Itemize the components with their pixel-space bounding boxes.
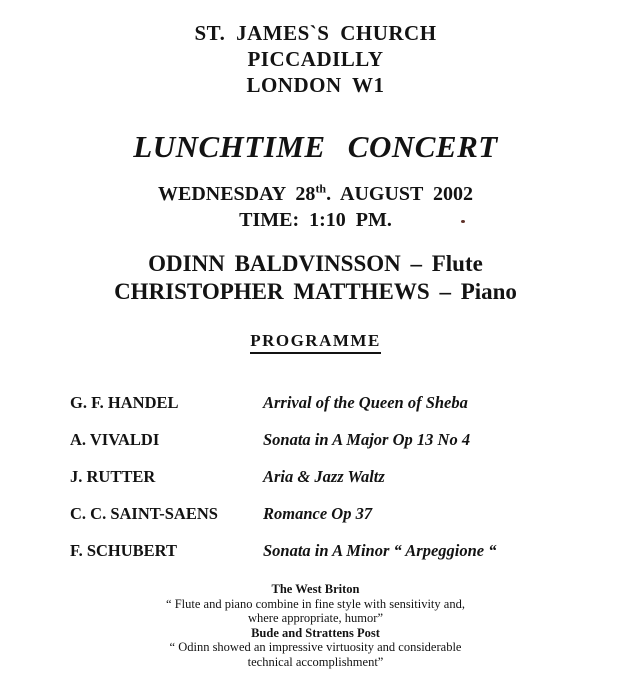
review-source: Bude and Strattens Post — [251, 625, 380, 640]
performer-name: ODINN BALDVINSSON — [148, 251, 401, 276]
programme-item — [0, 504, 631, 524]
church-header — [0, 0, 631, 98]
piece-title: Sonata in A Minor “ Arpeggione “ — [263, 541, 497, 560]
performer-name: CHRISTOPHER MATTHEWS — [114, 279, 430, 304]
performer-instrument: Flute — [431, 251, 483, 276]
review-quote-line: where appropriate, humor” — [247, 611, 383, 625]
programme-item — [0, 467, 631, 487]
concert-datetime — [0, 181, 631, 233]
composer-name: C. C. SAINT-SAENS — [70, 504, 218, 523]
piece-title: Arrival of the Queen of Sheba — [263, 393, 468, 412]
programme-item — [0, 430, 631, 450]
performer-instrument: Piano — [460, 279, 517, 304]
programme-item — [0, 393, 631, 413]
church-street: PICCADILLY — [247, 47, 384, 71]
performer-separator: – — [439, 279, 451, 304]
review-source: The West Briton — [271, 582, 360, 596]
date-month-year: . AUGUST 2002 — [326, 183, 473, 205]
review-quote-line: “ Odinn showed an impressive virtuosity and considerable — [169, 640, 462, 654]
programme-list — [0, 393, 631, 561]
press-reviews — [0, 582, 631, 669]
review-quote-line: technical accomplishment” — [247, 654, 384, 669]
performer-piano — [0, 278, 631, 306]
date-day: WEDNESDAY 28 — [157, 183, 316, 205]
composer-name: G. F. HANDEL — [70, 393, 179, 412]
review-quote-line: “ Flute and piano combine in fine style with sensitivity and, — [166, 596, 465, 611]
composer-name: A. VIVALDI — [70, 430, 160, 449]
performers-list — [0, 250, 631, 306]
concert-title: LUNCHTIME CONCERT — [133, 129, 498, 164]
piece-title: Aria & Jazz Waltz — [263, 467, 385, 486]
concert-date — [0, 181, 631, 207]
concert-time: TIME: 1:10 PM. — [239, 209, 392, 231]
piece-title: Sonata in A Major Op 13 No 4 — [263, 430, 471, 449]
church-city: LONDON W1 — [246, 73, 385, 97]
performer-flute — [0, 250, 631, 278]
date-ordinal: th — [315, 181, 327, 196]
performer-separator: – — [410, 251, 422, 276]
programme-heading: PROGRAMME — [250, 331, 381, 354]
piece-title: Romance Op 37 — [263, 504, 373, 523]
church-name: ST. JAMES`S CHURCH — [194, 21, 437, 45]
composer-name: J. RUTTER — [70, 467, 156, 486]
composer-name: F. SCHUBERT — [70, 541, 178, 560]
programme-item — [0, 541, 631, 561]
scan-speck — [461, 220, 465, 223]
